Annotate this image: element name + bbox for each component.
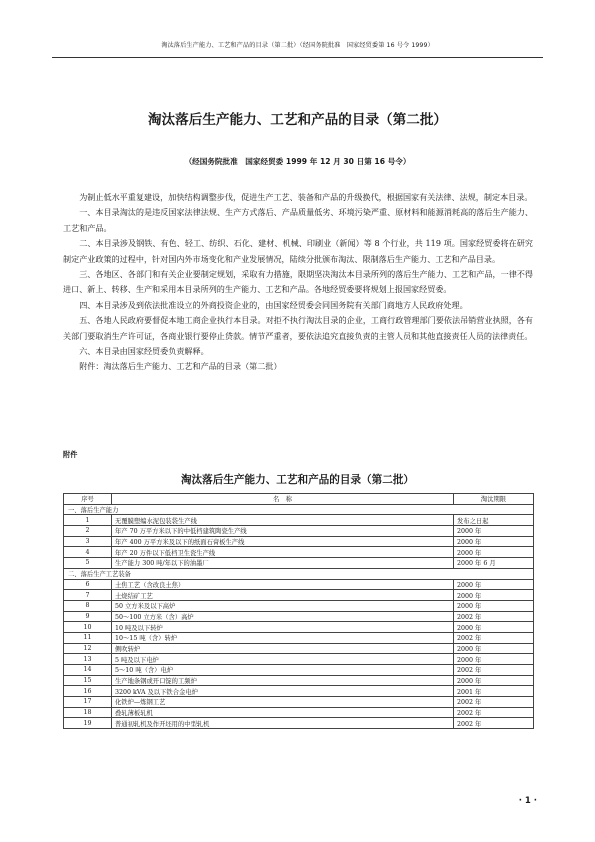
cell-name: 5～10 吨（含）电炉: [112, 665, 454, 676]
cell-name: 侧吹转炉: [112, 643, 454, 654]
table-row: [64, 600, 534, 611]
paragraph-3: 三、各地区、各部门和有关企业要制定规划，采取有力措施，限期坚决淘汰本目录所列的落后生产能力、工艺和产品，一律不得进口、新上、转移、生产和采用本目录所列的生产能力、工艺和产品。各地经贸委要将规划上报国家经贸委。: [63, 269, 533, 295]
cell-serial: 6: [64, 579, 112, 590]
cell-deadline: 2002 年: [454, 707, 534, 718]
paragraph-4: 四、本目录涉及到依法批准设立的外商投资企业的，由国家经贸委会同国务院有关部门商地方人民政府处理。: [79, 299, 468, 310]
cell-name: 5 吨及以下电炉: [112, 654, 454, 665]
header-serial: 序号: [64, 494, 112, 505]
cell-name: 年产 20 万件以下低档卫生瓷生产线: [112, 547, 454, 558]
body-text: [63, 190, 533, 375]
cell-name: 生产能力 300 吨/年以下的油墨厂: [112, 558, 454, 569]
cell-deadline: 2000 年: [454, 643, 534, 654]
header-deadline: 淘汰期限: [454, 494, 534, 505]
paragraph-2: 二、本目录涉及钢铁、有色、轻工、纺织、石化、建材、机械、印刷业（新闻）等 8 个行业，共 119 项。国家经贸委将在研究制定产业政策的过程中，针对国内外市场变化和产业发展情况，陆续分批颁布淘汰、限制落后生产能力、工艺和产品目录。: [63, 238, 533, 264]
catalog-table: [63, 493, 534, 729]
cell-serial: 14: [64, 665, 112, 676]
table-header-row: [64, 494, 534, 505]
table-row: [64, 515, 534, 526]
cell-deadline: 2000 年: [454, 622, 534, 633]
table-body: [64, 504, 534, 728]
cell-deadline: 2002 年: [454, 697, 534, 708]
cell-deadline: 2000 年: [454, 536, 534, 547]
paragraph-intro: 为制止低水平重复建设，加快结构调整步伐，促进生产工艺、装备和产品的升级换代，根据国家有关法律、法规，制定本目录。: [79, 192, 533, 202]
table-row: [64, 707, 534, 718]
cell-deadline: 2000 年: [454, 579, 534, 590]
section-label: 二、落后生产工艺装备: [64, 568, 534, 579]
cell-serial: 5: [64, 558, 112, 569]
page-number: · 1 ·: [518, 796, 537, 806]
cell-serial: 2: [64, 526, 112, 537]
cell-deadline: 2000 年: [454, 600, 534, 611]
document-subtitle: （经国务院批准 国家经贸委 1999 年 12 月 30 日第 16 号令）: [184, 157, 411, 166]
cell-name: 土烧结矿工艺: [112, 590, 454, 601]
table-section-row: [64, 504, 534, 515]
table-row: [64, 579, 534, 590]
cell-name: 生产地条钢或开口锭的工频炉: [112, 675, 454, 686]
cell-serial: 3: [64, 536, 112, 547]
cell-name: 3200 kVA 及以下铁合金电炉: [112, 686, 454, 697]
table-row: [64, 643, 534, 654]
cell-name: 10 吨及以下转炉: [112, 622, 454, 633]
cell-name: 50 立方米及以下高炉: [112, 600, 454, 611]
table-row: [64, 547, 534, 558]
cell-deadline: 2000 年: [454, 547, 534, 558]
cell-deadline: 2000 年: [454, 590, 534, 601]
paragraph-6: 六、本目录由国家经贸委负责解释。: [79, 346, 209, 357]
header-rule: [52, 57, 543, 58]
table-row: [64, 622, 534, 633]
table-row: [64, 686, 534, 697]
cell-serial: 13: [64, 654, 112, 665]
cell-deadline: 2002 年: [454, 718, 534, 729]
cell-deadline: 2000 年 6 月: [454, 558, 534, 569]
cell-deadline: 2000 年: [454, 675, 534, 686]
table-row: [64, 665, 534, 676]
document-title: 淘汰落后生产能力、工艺和产品的目录（第二批）: [147, 112, 448, 128]
cell-serial: 4: [64, 547, 112, 558]
paragraph-1: 一、本目录淘汰的是违反国家法律法规、生产方式落后、产品质量低劣、环境污染严重、原材料和能源消耗高的落后生产能力、工艺和产品。: [63, 207, 533, 233]
cell-deadline: 2002 年: [454, 632, 534, 643]
cell-serial: 15: [64, 675, 112, 686]
paragraph-attachment-note: 附件：淘汰落后生产能力、工艺和产品的目录（第二批）: [79, 361, 282, 372]
table-row: [64, 654, 534, 665]
cell-serial: 16: [64, 686, 112, 697]
table-row: [64, 632, 534, 643]
cell-deadline: 发布之日起: [454, 515, 534, 526]
cell-name: 土焦工艺（含改良土焦）: [112, 579, 454, 590]
table-row: [64, 718, 534, 729]
cell-deadline: 2000 年: [454, 526, 534, 537]
attachment-label: 附件: [63, 450, 78, 459]
cell-serial: 1: [64, 515, 112, 526]
table-row: [64, 536, 534, 547]
cell-serial: 8: [64, 600, 112, 611]
table-row: [64, 611, 534, 622]
cell-deadline: 2000 年: [454, 654, 534, 665]
cell-name: 化铁炉—炼钢工艺: [112, 697, 454, 708]
cell-name: 50～100 立方米（含）高炉: [112, 611, 454, 622]
cell-serial: 12: [64, 643, 112, 654]
cell-deadline: 2001 年: [454, 686, 534, 697]
cell-name: 年产 70 万平方米以下的中低档建筑陶瓷生产线: [112, 526, 454, 537]
section-label: 一、落后生产能力: [64, 504, 534, 515]
cell-name: 普通初轧机及作开坯用的中型轧机: [112, 718, 454, 729]
cell-name: 年产 400 万平方米及以下的纸面石膏板生产线: [112, 536, 454, 547]
cell-name: 叠轧薄板轧机: [112, 707, 454, 718]
cell-serial: 10: [64, 622, 112, 633]
cell-serial: 18: [64, 707, 112, 718]
cell-deadline: 2002 年: [454, 611, 534, 622]
header-name: 名 称: [112, 494, 454, 505]
table-row: [64, 675, 534, 686]
table-row: [64, 558, 534, 569]
running-header: 淘汰落后生产能力、工艺和产品的目录（第二批）（经国务院批准 国家经贸委第 16 号令 1999）: [161, 42, 434, 49]
table-section-row: [64, 568, 534, 579]
cell-name: 无覆膜塑编水泥包装袋生产线: [112, 515, 454, 526]
paragraph-5: 五、各地人民政府要督促本地工商企业执行本目录。对拒不执行淘汰目录的企业，工商行政管理部门要依法吊销营业执照，各有关部门要取消生产许可证，各商业银行要停止贷款。情节严重者，要依法追究直接负责的主管人员和其他直接责任人员的法律责任。: [63, 315, 533, 341]
table-row: [64, 590, 534, 601]
table-title: 淘汰落后生产能力、工艺和产品的目录（第二批）: [180, 474, 415, 486]
cell-deadline: 2002 年: [454, 665, 534, 676]
cell-name: 10～15 吨（含）转炉: [112, 632, 454, 643]
cell-serial: 11: [64, 632, 112, 643]
cell-serial: 17: [64, 697, 112, 708]
cell-serial: 9: [64, 611, 112, 622]
table-row: [64, 697, 534, 708]
cell-serial: 19: [64, 718, 112, 729]
table-row: [64, 526, 534, 537]
cell-serial: 7: [64, 590, 112, 601]
